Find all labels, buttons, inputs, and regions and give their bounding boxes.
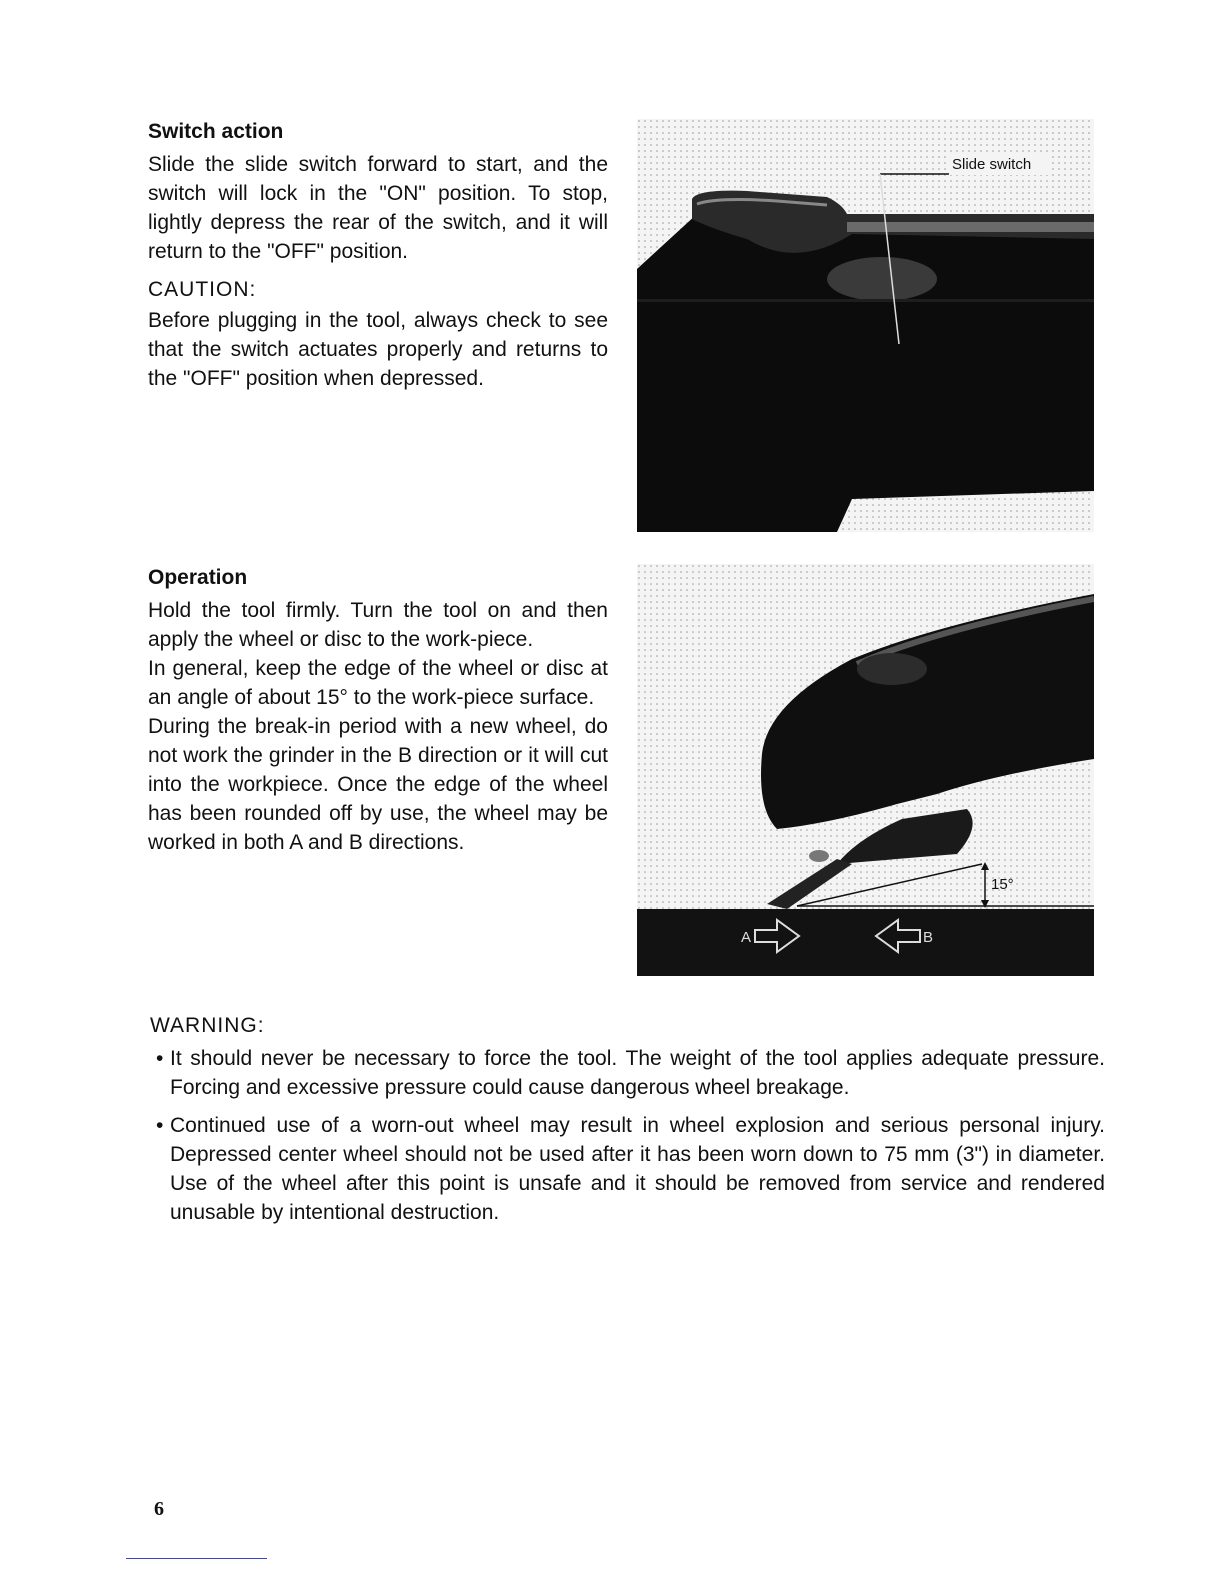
operation-section — [148, 566, 608, 857]
warning-item-text: It should never be necessary to force the tool. The weight of the tool applies adequate pressure. Forcing and excessive pressure could cause dangerous wheel breakage. — [170, 1047, 1105, 1099]
operation-heading: Operation — [148, 566, 248, 589]
operation-line-3: During the break-in period with a new wheel, do not work the grinder in the B direction or it will cut into the workpiece. Once the edge of the wheel has been rounded off by use, the wheel may be worked in both A and B directions. — [148, 715, 608, 854]
caution-label: CAUTION: — [148, 278, 257, 301]
caution-body: Before plugging in the tool, always check to see that the switch actuates properly and returns to the "OFF" position when depressed. — [148, 309, 608, 390]
switch-action-body: Slide the slide switch forward to start, and the switch will lock in the "ON" position. To stop, lightly depress the rear of the switch, and it will return to the "OFF" position. — [148, 153, 608, 263]
warning-item — [150, 1044, 1105, 1102]
slide-switch-label: Slide switch — [952, 156, 1032, 173]
page-number: 6 — [154, 1498, 164, 1520]
arrow-b-label: B — [923, 929, 934, 946]
slide-switch-illustration — [637, 119, 1094, 532]
footer-line — [126, 1558, 267, 1559]
operation-line-1: Hold the tool firmly. Turn the tool on and then apply the wheel or disc to the work-piece. — [148, 599, 608, 651]
angle-label: 15° — [991, 876, 1014, 893]
switch-action-section — [148, 120, 608, 393]
operation-line-2: In general, keep the edge of the wheel or disc at an angle of about 15° to the work-piece surface. — [148, 657, 608, 709]
bullet-dot: • — [156, 1047, 164, 1070]
warning-section — [150, 1014, 1105, 1236]
warning-item — [150, 1111, 1105, 1227]
grinder-angle-photo — [637, 564, 1094, 976]
switch-action-heading: Switch action — [148, 120, 284, 143]
warning-label: WARNING: — [150, 1014, 265, 1037]
arrow-a-label: A — [741, 929, 752, 946]
warning-item-text: Continued use of a worn-out wheel may result in wheel explosion and serious personal injury. Depressed center wheel should not be used after it has been worn down to 75 mm (3") in diameter. Use of the wheel after this point is unsafe and it should be removed from service and rendered unusable by intentional destruction. — [170, 1114, 1105, 1224]
bullet-dot: • — [156, 1114, 164, 1137]
grinder-angle-illustration — [637, 564, 1094, 976]
slide-switch-photo — [637, 119, 1094, 532]
